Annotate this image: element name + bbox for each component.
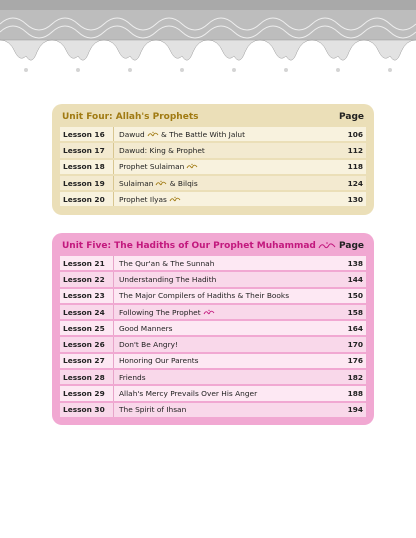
lesson-title-text: Dawud: King & Prophet (119, 145, 205, 155)
lesson-title-text: Good Manners (119, 323, 173, 333)
lesson-title-text: Sulaiman (119, 178, 154, 188)
lesson-page-number: 176 (347, 356, 363, 366)
lesson-title (114, 356, 331, 365)
unit-five-title-wrap (62, 241, 336, 251)
unit-five-table (52, 233, 374, 425)
lesson-row (60, 160, 366, 174)
lesson-title-text: Understanding The Hadith (119, 274, 217, 284)
lesson-number: Lesson 19 (63, 178, 105, 188)
lesson-title (114, 259, 331, 268)
lesson-title-text: Following The Prophet (119, 307, 201, 317)
lesson-title-text: Prophet Ilyas (119, 194, 167, 204)
lesson-page-number: 130 (347, 194, 363, 204)
lesson-title (114, 275, 331, 284)
lesson-number: Lesson 26 (63, 340, 105, 350)
lesson-title (114, 389, 331, 398)
lesson-number: Lesson 18 (63, 162, 105, 172)
lesson-title (114, 324, 331, 333)
lesson-row (60, 370, 366, 384)
unit-five-title: Unit Five: The Hadiths of Our Prophet Muhammad (62, 240, 316, 251)
lesson-page-number: 158 (347, 307, 363, 317)
lesson-number: Lesson 27 (63, 356, 105, 366)
lesson-row (60, 403, 366, 417)
honorific-calligraphy-icon (169, 196, 181, 203)
lesson-page-number: 106 (347, 129, 363, 139)
lesson-title (114, 130, 331, 139)
unit-five-page-header: Page (339, 240, 364, 251)
unit-four-title: Unit Four: Allah's Prophets (62, 111, 199, 122)
lesson-row (60, 256, 366, 270)
lesson-title-suffix: & Bilqis (167, 178, 198, 188)
lesson-title (114, 291, 331, 300)
lesson-page-number: 194 (347, 405, 363, 415)
lesson-number: Lesson 29 (63, 389, 105, 399)
lesson-title-text: Prophet Sulaiman (119, 162, 185, 172)
lesson-row (60, 289, 366, 303)
honorific-calligraphy-icon (203, 309, 215, 316)
lesson-title (114, 405, 331, 414)
honorific-calligraphy-icon (186, 163, 198, 170)
lesson-title-text: Don't Be Angry! (119, 340, 178, 350)
lesson-page-number: 164 (347, 323, 363, 333)
lesson-row (60, 337, 366, 351)
unit-four-table (52, 104, 374, 215)
lesson-page-number: 112 (347, 145, 363, 155)
lesson-number: Lesson 24 (63, 307, 105, 317)
lesson-row (60, 192, 366, 206)
lesson-page-number: 144 (347, 274, 363, 284)
lesson-title-suffix: & The Battle With Jalut (158, 129, 246, 139)
lesson-title (114, 340, 331, 349)
lesson-page-number: 138 (347, 258, 363, 268)
lesson-row (60, 127, 366, 141)
lesson-number: Lesson 30 (63, 405, 105, 415)
lesson-number: Lesson 16 (63, 129, 105, 139)
lesson-page-number: 188 (347, 389, 363, 399)
lesson-number: Lesson 25 (63, 323, 105, 333)
decorative-border-ornament (0, 0, 416, 78)
lesson-page-number: 150 (347, 291, 363, 301)
lesson-title (114, 195, 331, 204)
lesson-row (60, 321, 366, 335)
lesson-number: Lesson 22 (63, 274, 105, 284)
lesson-title (114, 162, 331, 171)
honorific-calligraphy-icon (155, 180, 167, 187)
lesson-title-text: Allah's Mercy Prevails Over His Anger (119, 389, 258, 399)
lesson-title (114, 179, 331, 188)
lesson-title-text: Friends (119, 372, 146, 382)
lesson-page-number: 118 (347, 162, 363, 172)
unit-four-lessons (60, 127, 366, 206)
lesson-number: Lesson 23 (63, 291, 105, 301)
lesson-page-number: 182 (347, 372, 363, 382)
lesson-page-number: 170 (347, 340, 363, 350)
lesson-row (60, 386, 366, 400)
lesson-row (60, 143, 366, 157)
unit-five-header (60, 239, 366, 252)
unit-four-header (60, 110, 366, 123)
lesson-title (114, 373, 331, 382)
lesson-title-text: Honoring Our Parents (119, 356, 199, 366)
lesson-number: Lesson 21 (63, 258, 105, 268)
honorific-calligraphy-icon (147, 131, 159, 138)
lesson-number: Lesson 28 (63, 372, 105, 382)
lesson-title-text: Dawud (119, 129, 145, 139)
lesson-row (60, 176, 366, 190)
lesson-number: Lesson 17 (63, 145, 105, 155)
unit-four-page-header: Page (339, 111, 364, 122)
lesson-row (60, 354, 366, 368)
lesson-title-text: The Major Compilers of Hadiths & Their Books (119, 291, 290, 301)
lesson-row (60, 305, 366, 319)
unit-five-lessons (60, 256, 366, 417)
lesson-title-text: The Spirit of Ihsan (119, 405, 187, 415)
lesson-title-text: The Qur'an & The Sunnah (119, 258, 215, 268)
honorific-calligraphy-icon (318, 241, 336, 250)
lesson-title (114, 308, 331, 317)
lesson-number: Lesson 20 (63, 194, 105, 204)
lesson-title (114, 146, 331, 155)
lesson-page-number: 124 (347, 178, 363, 188)
lesson-row (60, 272, 366, 286)
